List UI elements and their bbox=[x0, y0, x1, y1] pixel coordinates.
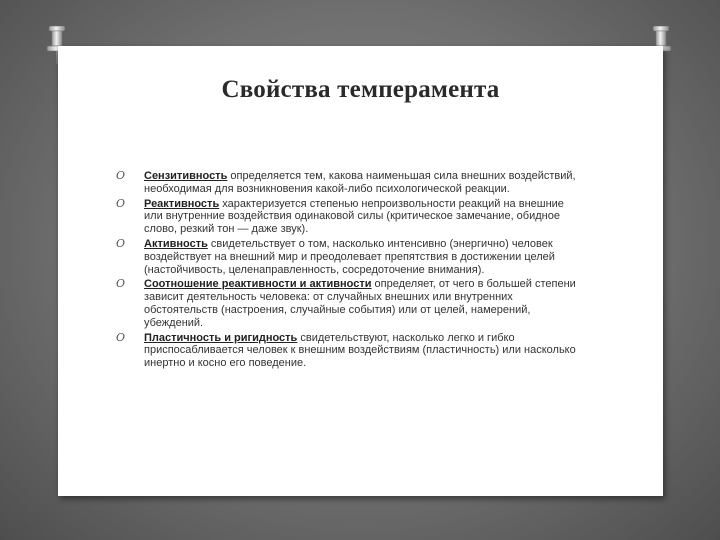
list-item bbox=[116, 238, 578, 276]
term-ratio: Соотношение реактивности и активности bbox=[144, 278, 372, 291]
list-item bbox=[116, 198, 578, 236]
bullet-icon: O bbox=[116, 196, 126, 210]
term-reactivity: Реактивность bbox=[144, 197, 220, 210]
properties-list bbox=[116, 170, 578, 372]
bullet-icon: O bbox=[116, 277, 126, 291]
item-description: свидетельствуют, насколько легко и гибко приспосабливается человек к внешним воздействиям (пластичность) или насколько инертно и косно его поведение. bbox=[144, 331, 576, 370]
bullet-icon: O bbox=[116, 236, 126, 250]
term-plasticity: Пластичность и ригидность bbox=[144, 331, 298, 344]
list-item bbox=[116, 332, 578, 370]
slide-paper bbox=[58, 46, 663, 496]
slide-title: Свойства темперамента bbox=[221, 76, 500, 103]
item-description: характеризуется степенью непроизвольности реакций на внешние или внутренние воздействия одинаковой силы (критическое замечание, обидное слово, резкий тон — даже звук). bbox=[144, 197, 564, 236]
term-activity: Активность bbox=[144, 237, 208, 250]
item-description: свидетельствует о том, насколько интенсивно (энергично) человек воздействует на внешний мир и преодолевает препятствия в достижении целей (настойчивость, целенаправленность, сосредоточение внимания). bbox=[144, 237, 555, 276]
bullet-icon: O bbox=[116, 169, 126, 182]
list-item bbox=[116, 278, 578, 329]
bullet-icon: O bbox=[116, 330, 126, 344]
term-sensitivity: Сензитивность bbox=[144, 170, 228, 182]
item-description: определяет, от чего в большей степени зависит деятельность человека: от случайных внешних или внутренних обстоятельств (настроения, случайные события) или от целей, намерений, убеждений. bbox=[144, 278, 576, 329]
list-item bbox=[116, 170, 578, 196]
item-description: определяется тем, какова наименьшая сила внешних воздействий, необходимая для возникновения какой-либо психологической реакции. bbox=[144, 170, 576, 195]
